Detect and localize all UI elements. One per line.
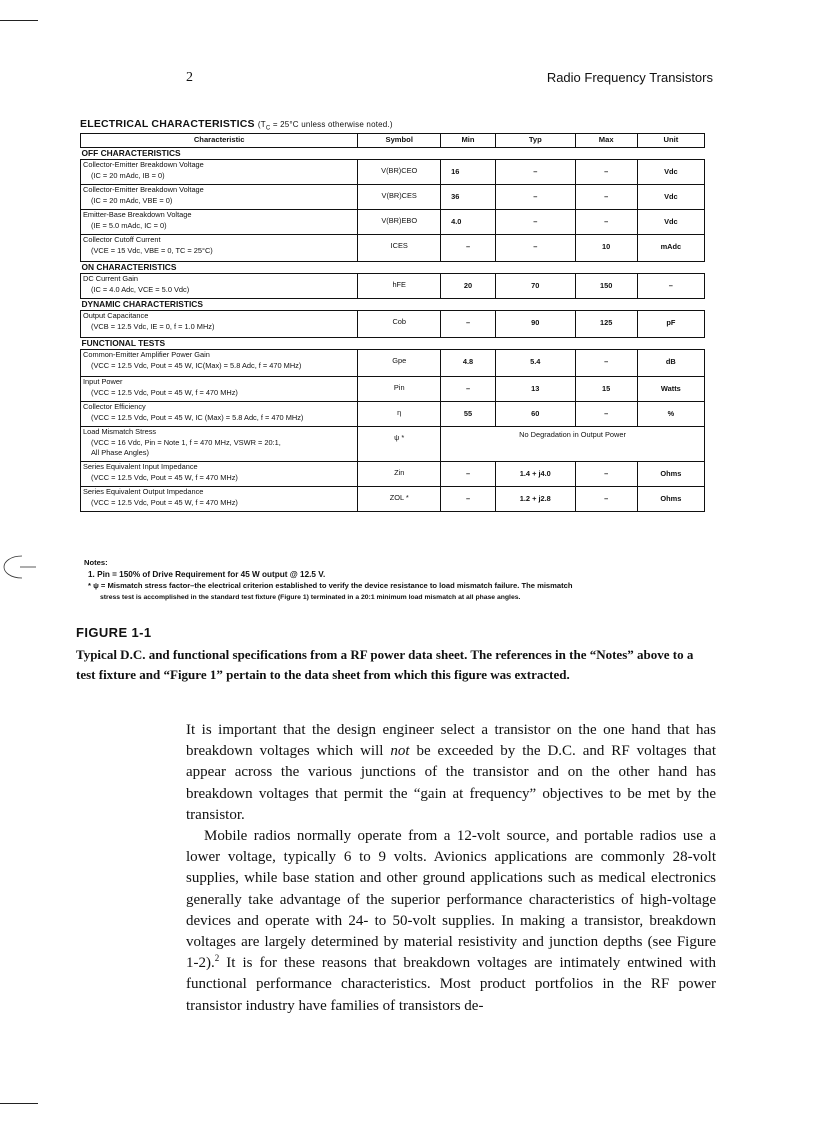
section-on: ON CHARACTERISTICS xyxy=(81,262,177,272)
paragraph: It is important that the design engineer select a transistor on the one hand that has breakdown voltages which will not be exceeded by the D.C. and RF voltages that appear across the various junctions of the transistor and on the other hand has breakdown voltages that permit the “gain at frequency” objectives to be met by the transistor. xyxy=(186,722,716,823)
note-2: * ψ = Mismatch stress factor–the electrical criterion established to verify the device resistance to load mismatch failure. The mismatch xyxy=(88,581,573,590)
crop-mark-bottom-left xyxy=(0,1103,38,1104)
table-condition: ($T_C = 25^\circ C$ unless otherwise noted.) xyxy=(257,120,393,132)
table-row: Emitter-Base Breakdown Voltage (IE = 5.0 mAdc, IC = 0) V(BR)EBO 4.0 – – Vdc xyxy=(81,210,705,235)
col-max: Max xyxy=(575,134,637,148)
table-row: Collector-Emitter Breakdown Voltage (IC = 20 mAdc, IB = 0) V(BR)CEO 16 – – Vdc xyxy=(81,160,705,185)
running-title: Radio Frequency Transistors xyxy=(546,70,713,85)
table-row: Series Equivalent Input Impedance (VCC = 12.5 Vdc, Pout = 45 W, f = 470 MHz) Zin – 1.4 + j4.0 – Ohms xyxy=(81,462,705,487)
table-title xyxy=(80,118,393,132)
section-functional: FUNCTIONAL TESTS xyxy=(81,338,166,348)
note-2-continued: stress test is accomplished in the standard test fixture (Figure 1) terminated in a 20:1 minimum load mismatch at all phase angles. xyxy=(100,593,521,601)
section-dynamic: DYNAMIC CHARACTERISTICS xyxy=(81,299,203,309)
table-row: Collector Cutoff Current (VCE = 15 Vdc, VBE = 0, TC = 25°C) ICES – – 10 mAdc xyxy=(81,235,705,262)
table-row: Series Equivalent Output Impedance (VCC = 12.5 Vdc, Pout = 45 W, f = 470 MHz) ZOL * – 1.2 + j2.8 – Ohms xyxy=(81,487,705,512)
col-typ: Typ xyxy=(495,134,575,148)
col-characteristic: Characteristic xyxy=(81,134,358,148)
figure-caption: Typical D.C. and functional specifications from a RF power data sheet. The references in the “Notes” above to a test fixture and “Figure 1” pertain to the data sheet from which this figure was extracted. xyxy=(76,647,694,682)
table-title-text: ELECTRICAL CHARACTERISTICS xyxy=(80,118,255,130)
table-notes xyxy=(84,557,704,603)
registration-mark xyxy=(0,552,38,582)
electrical-characteristics-table xyxy=(80,133,705,512)
col-symbol: Symbol xyxy=(358,134,441,148)
note-1: 1. Pin = 150% of Drive Requirement for 45 W output @ 12.5 V. xyxy=(88,569,326,579)
page-number: 2 xyxy=(186,70,193,85)
figure-label: FIGURE 1-1 xyxy=(76,625,152,640)
table-row: DC Current Gain (IC = 4.0 Adc, VCE = 5.0 Vdc) hFE 20 70 150 – xyxy=(81,274,705,299)
crop-mark-top-left xyxy=(0,20,38,21)
notes-label: Notes: xyxy=(84,558,108,567)
table-row: Common-Emitter Amplifier Power Gain (VCC = 12.5 Vdc, Pout = 45 W, IC(Max) = 5.8 Adc, f = 470 MHz) Gpe 4.8 5.4 – dB xyxy=(81,350,705,377)
col-min: Min xyxy=(441,134,496,148)
table-row: Input Power (VCC = 12.5 Vdc, Pout = 45 W, f = 470 MHz) Pin – 13 15 Watts xyxy=(81,377,705,402)
table-row: Collector-Emitter Breakdown Voltage (IC = 20 mAdc, VBE = 0) V(BR)CES 36 – – Vdc xyxy=(81,185,705,210)
body-text xyxy=(186,720,716,1017)
col-unit: Unit xyxy=(637,134,704,148)
table-row: Output Capacitance (VCB = 12.5 Vdc, IE = 0, f = 1.0 MHz) Cob – 90 125 pF xyxy=(81,311,705,338)
section-off: OFF CHARACTERISTICS xyxy=(81,148,181,158)
table-header-row xyxy=(81,134,705,148)
table-row: Collector Efficiency (VCC = 12.5 Vdc, Pout = 45 W, IC (Max) = 5.8 Adc, f = 470 MHz) η 55 60 – % xyxy=(81,402,705,427)
table-row: Load Mismatch Stress (VCC = 16 Vdc, Pin = Note 1, f = 470 MHz, VSWR = 20:1, All Phase Angles) ψ * No Degradation in Output Power xyxy=(81,427,705,462)
paragraph: Mobile radios normally operate from a 12-volt source, and portable radios use a lower voltage, typically 6 to 9 volts. Avionics applications are commonly 28-volt supplies, while base station and other ground applications such as medical electronics generally take advantage of the superior performance characteristics of high-voltage devices and operate with 24- to 50-volt supplies. In making a transistor, breakdown voltages are largely determined by material resistivity and junction depths (see Figure 1-2).$^2$ It is for these reasons that breakdown voltages are intimately entwined with functional performance characteristics. Most product portfolios in the RF power transistor industry have families of transistors de- xyxy=(186,828,716,1014)
footnote-ref[interactable]: 2 xyxy=(214,953,220,964)
